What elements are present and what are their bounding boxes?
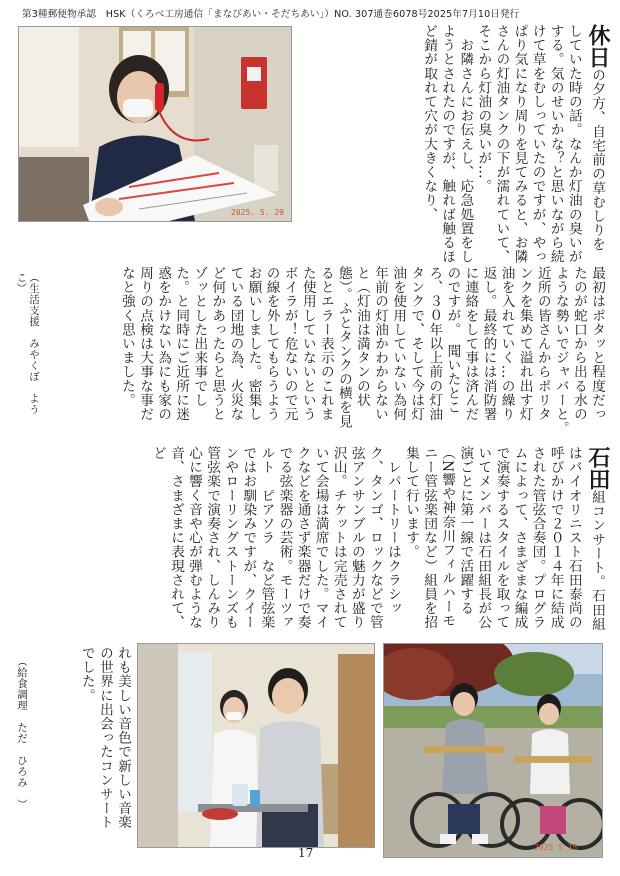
article2-lead-heading: 石田: [585, 446, 610, 490]
article1-paragraph2: お隣さんにお伝えし、応急処置をしようとされたのですが、触れば触るほど錆が取れて穴が大きくなり、: [421, 24, 474, 264]
article1-byline: （生活支援 みやくぼ ようこ）: [15, 272, 40, 415]
article1-upper-text: [294, 24, 612, 264]
article2-continuation: れも美しい音色で新しい音楽の世界に出会ったコンサートでした。: [78, 646, 131, 830]
page-number: 17: [298, 846, 314, 860]
article1-middle-body: 最初はポタッと程度だったのが蛇口から出る水のような勢いでジャバーと。 近所の皆さんからポリタンクを集めて溢れ出す灯油を入れていく…の繰り返し。最終的には消防署に連絡をして事は済んだのですが。 聞いたところ、３０年以上前の灯油タンクで、そして今は灯油を使用していない為何年前の灯油かわからないと（灯油は満タンの状態）。ふとタンクの横を見るとエラー表示のこれまた使用していないというボイラが！危ないので元の線を外してもらうようお願いしました。密集している団地の為、火災など何かあったらと思うとゾッとした出来事でした。と同時にご近所に迷惑をかけない為にも家の周りの点検は大事な事だなと強く思いました。: [118, 266, 605, 443]
article1-lead-text: の夕方、自宅前の草むしりをしていた時の話。なんか灯油の臭いがする。気のせいかな？と思いながら続けて草をむしっていたのですが、やっぱり気になり周りを見てみると、お隣さんの灯油タンクの下が濡れていて、そこから灯油の臭いが…。: [475, 24, 605, 264]
page-header: 第3種郵便物承認 HSK（くろべ工房通信「まなびあい・そだちあい」）NO. 307通巻6078号2025年7月10日発行: [22, 9, 520, 20]
photo-date-stamp: 2025 5 15: [534, 843, 578, 852]
photo-phone-illustration: [19, 27, 291, 221]
article2-paragraph2: レパートリーはクラシック、タンゴ、ロックなどで管弦アンサンブルの魅力が盛り沢山。チケットは完売されていて会場は満席でした。マイクなどを通さず楽器だけで奏でる弦楽器の芸術。モーツァルト ピアソラ など管弦楽ではお馴染みですが、クイーンやローリングストーンズも管弦楽で演奏され、しんみり心に響く音や心が弾むような音、さまざまに表現されて、ど: [149, 446, 401, 630]
photo-outdoor-wheelchairs: [383, 643, 603, 858]
article2-lead-text: 組コンサート。石田組はバイオリニスト石田泰尚の呼びかけで２０１４年に結成された管弦合奏団。プログラムによって、さまざまな編成で演奏するスタイルを取っていてメンバーは石田組長が公演ごとに第一線で活躍する（N響や神奈川フィルハーモニー管弦楽団など）組員を招集して行います。: [403, 446, 605, 631]
photo-outdoor-illustration: [384, 644, 602, 857]
photo-kitchen-staff: [137, 643, 375, 848]
photo-date-stamp: 2025. 5. 29: [231, 208, 284, 217]
article1-middle-text: [46, 266, 606, 443]
photo-kitchen-illustration: [138, 644, 374, 847]
article2-byline: （給食調理 ただ ひろみ ）: [16, 656, 28, 810]
article1-lead-heading: 休日: [585, 24, 610, 68]
article2-text: [32, 446, 612, 636]
photo-woman-on-phone: [18, 26, 292, 222]
